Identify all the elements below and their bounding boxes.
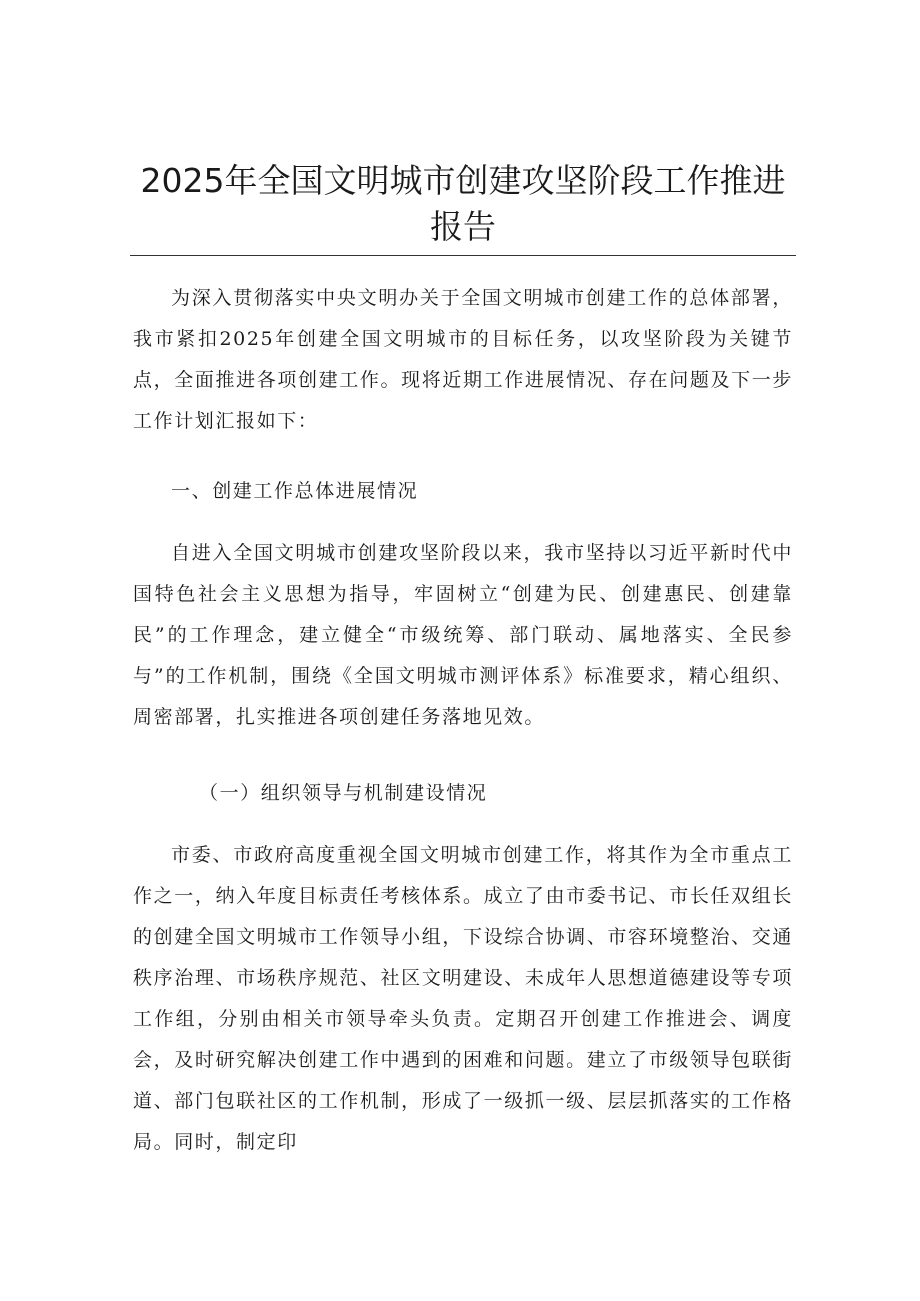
subsection-heading-1: （一）组织领导与机制建设情况 [199,782,488,804]
overview-paragraph: 自进入全国文明城市创建攻坚阶段以来，我市坚持以习近平新时代中国特色社会主义思想为指导，牢固树立“创建为民、创建惠民、创建靠民”的工作理念，建立健全“市级统筹、部门联动、属地落实、全民参与”的工作机制，围绕《全国文明城市测评体系》标准要求，精心组织、周密部署，扎实推进各项创建任务落地见效。 [133,542,793,728]
intro-paragraph: 为深入贯彻落实中央文明办关于全国文明城市创建工作的总体部署，我市紧扣2025年创建全国文明城市的目标任务，以攻坚阶段为关键节点，全面推进各项创建工作。现将近期工作进展情况、存在问题及下一步工作计划汇报如下： [133,287,793,432]
organization-paragraph: 市委、市政府高度重视全国文明城市创建工作，将其作为全市重点工作之一，纳入年度目标责任考核体系。成立了由市委书记、市长任双组长的创建全国文明城市工作领导小组，下设综合协调、市容环境整治、交通秩序治理、市场秩序规范、社区文明建设、未成年人思想道德建设等专项工作组，分别由相关市领导牵头负责。定期召开创建工作推进会、调度会，及时研究解决创建工作中遇到的困难和问题。建立了市级领导包联街道、部门包联社区的工作机制，形成了一级抓一级、层层抓落实的工作格局。同时，制定印 [133,844,793,1153]
title-underline [130,255,796,256]
section-heading-1: 一、创建工作总体进展情况 [171,480,419,502]
document-title: 2025年全国文明城市创建攻坚阶段工作推进报告 [140,161,786,246]
